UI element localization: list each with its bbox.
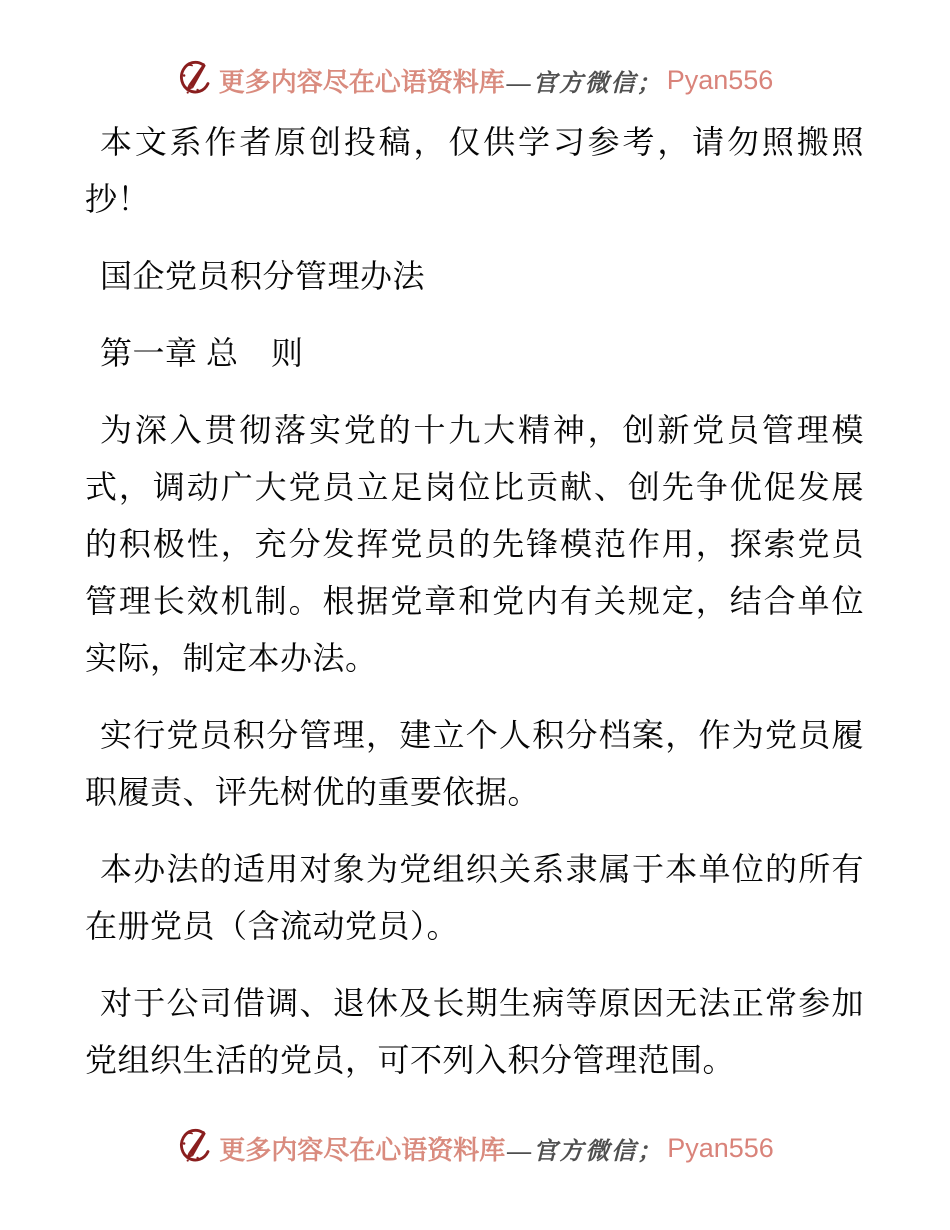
paragraph: 为深入贯彻落实党的十九大精神，创新党员管理模式，调动广大党员立足岗位比贡献、创先争优促发展的积极性，充分发挥党员的先锋模范作用，探索党员管理长效机制。根据党章和党内有关规定，结合单位实际，制定本办法。 <box>85 412 864 676</box>
document-title: 国企党员积分管理办法 <box>100 258 426 294</box>
wechat-id: Pyan556 <box>666 64 774 95</box>
paragraph: 对于公司借调、退休及长期生病等原因无法正常参加党组织生活的党员，可不列入积分管理范围。 <box>85 985 864 1078</box>
notice-paragraph: 本文系作者原创投稿，仅供学习参考，请勿照搬照抄！ <box>85 124 864 217</box>
wechat-label: —官方微信； <box>506 70 663 97</box>
document-body <box>85 114 864 1089</box>
wechat-id: Pyan556 <box>667 1132 774 1163</box>
header-watermark <box>85 56 864 104</box>
pen-swirl-logo-icon <box>176 60 212 100</box>
paragraph: 本办法的适用对象为党组织关系隶属于本单位的所有在册党员（含流动党员）。 <box>85 851 864 944</box>
paragraph: 实行党员积分管理，建立个人积分档案，作为党员履职履责、评先树优的重要依据。 <box>85 717 864 810</box>
brand-text: 更多内容尽在心语资料库 <box>218 67 505 97</box>
brand-text: 更多内容尽在心语资料库 <box>219 1135 506 1165</box>
pen-swirl-logo-icon <box>176 1128 212 1168</box>
footer-watermark <box>0 1124 950 1172</box>
wechat-label: —官方微信； <box>507 1138 664 1165</box>
chapter-heading: 第一章 总 则 <box>100 335 304 371</box>
